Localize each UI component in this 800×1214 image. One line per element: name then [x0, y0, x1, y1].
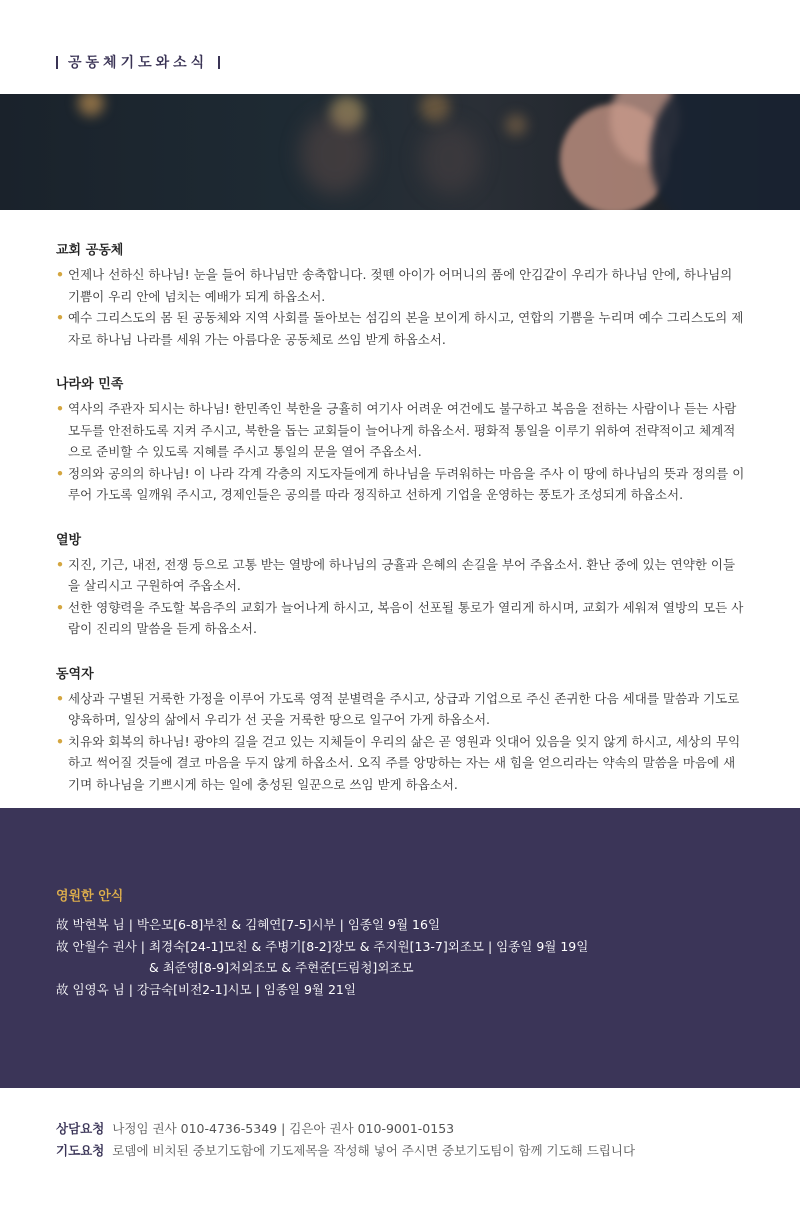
page-header	[56, 52, 220, 72]
prayer-item: • 지진, 기근, 내전, 전쟁 등으로 고통 받는 열방에 하나님의 긍휼과 은혜의 손길을 부어 주옵소서. 환난 중에 있는 연약한 이들을 살리시고 구원하여 주옵소서.	[56, 554, 746, 597]
prayer-item: • 세상과 구별된 거룩한 가정을 이루어 가도록 영적 분별력을 주시고, 상급과 기업으로 주신 존귀한 다음 세대를 말씀과 기도로 양육하며, 일상의 삶에서 우리가 선 곳을 거룩한 땅으로 일구어 가게 하옵소서.	[56, 688, 746, 731]
prayer-item: • 정의와 공의의 하나님! 이 나라 각계 각층의 지도자들에게 하나님을 두려워하는 마음을 주사 이 땅에 하나님의 뜻과 정의를 이루어 가도록 일깨워 주시고, 경제인들은 공의를 따라 정직하고 선하게 기업을 운영하는 풍토가 조성되게 하옵소서.	[56, 463, 746, 506]
memorial-block	[56, 888, 588, 1000]
section-nation	[56, 376, 746, 506]
prayer-item: • 선한 영향력을 주도할 복음주의 교회가 늘어나게 하시고, 복음이 선포될 통로가 열리게 하시며, 교회가 세워져 열방의 모든 사람이 진리의 말씀을 듣게 하옵소서.	[56, 597, 746, 640]
bullet-dot-icon: •	[56, 401, 64, 416]
bullet-dot-icon: •	[56, 690, 64, 706]
prayer-text: 로뎀에 비치된 중보기도함에 기도제목을 작성해 넣어 주시면 중보기도팀이 함께 기도해 드립니다	[112, 1143, 636, 1158]
prayer-request	[56, 1140, 635, 1162]
bullet-dot-icon: •	[56, 310, 64, 325]
memorial-line: 故 박현복 님 | 박은모[6-8]부친 & 김혜연[7-5]시부 | 임종일 9월 16일	[56, 917, 441, 932]
bullet-dot-icon: •	[56, 267, 64, 282]
section-coworkers	[56, 666, 746, 796]
counsel-request	[56, 1118, 635, 1140]
header-bar-left	[56, 56, 58, 69]
section-title: 동역자	[56, 666, 94, 682]
section-title: 교회 공동체	[56, 243, 124, 258]
bullet-dot-icon: •	[56, 465, 64, 481]
bullet-dot-icon: •	[56, 556, 64, 572]
bullet-dot-icon: •	[56, 599, 64, 615]
counsel-label: 상담요청	[56, 1121, 105, 1136]
memorial-title: 영원한 안식	[56, 889, 124, 904]
hero-photo	[0, 94, 800, 210]
memorial-line: 故 안월수 권사 | 최경숙[24-1]모친 & 주병기[8-2]장모 & 주지원[13-7]외조모 | 임종일 9월 19일	[56, 938, 589, 954]
bullet-dot-icon: •	[56, 733, 64, 749]
prayer-item: • 언제나 선하신 하나님! 눈을 들어 하나님만 송축합니다. 젖뗀 아이가 어머니의 품에 안김같이 우리가 하나님 안에, 하나님의 기쁨이 우리 안에 넘치는 예배가 되게 하옵소서.	[56, 264, 746, 307]
section-nations	[56, 532, 746, 640]
memorial-line: 故 임영옥 님 | 강금숙[비전2-1]시모 | 임종일 9월 21일	[56, 981, 356, 997]
counsel-text: 나정임 권사 010-4736-5349 | 김은아 권사 010-9001-0153	[112, 1121, 455, 1136]
section-church	[56, 242, 746, 350]
prayer-item: • 역사의 주관자 되시는 하나님! 한민족인 북한을 긍휼히 여기사 어려운 여건에도 불구하고 복음을 전하는 사람이나 듣는 사람 모두를 안전하도록 지켜 주시고, 북한을 돕는 교회들이 늘어나게 하옵소서. 평화적 통일을 이루기 위하여 전략적이고 체계적으로 준비할 수 있도록 지혜를 주시고 통일의 문을 열어 주옵소서.	[56, 398, 746, 463]
header-bar-right	[218, 56, 220, 69]
section-title: 나라와 민족	[56, 377, 124, 392]
section-title: 열방	[56, 532, 82, 548]
prayer-content	[56, 242, 746, 821]
memorial-panel	[0, 808, 800, 1088]
page-title: 공동체기도와소식	[68, 55, 209, 71]
prayer-label: 기도요청	[56, 1143, 105, 1158]
prayer-item: • 치유와 회복의 하나님! 광야의 길을 걷고 있는 지체들이 우리의 삶은 곧 영원과 잇대어 있음을 잊지 않게 하시고, 세상의 무익하고 썩어질 것들에 결코 마음을 두지 않게 하옵소서. 오직 주를 앙망하는 자는 새 힘을 얻으리라는 약속의 말씀을 마음에 새기며 하나님을 기쁘시게 하는 일에 충성된 일꾼으로 쓰임 받게 하옵소서.	[56, 731, 746, 796]
prayer-item: • 예수 그리스도의 몸 된 공동체와 지역 사회를 돌아보는 섬김의 본을 보이게 하시고, 연합의 기쁨을 누리며 예수 그리스도의 제자로 하나님 나라를 세워 가는 아름다운 공동체로 쓰임 받게 하옵소서.	[56, 307, 746, 350]
footer	[56, 1118, 635, 1162]
memorial-line: & 최준영[8-9]처외조모 & 주현준[드림청]외조모	[149, 960, 414, 975]
